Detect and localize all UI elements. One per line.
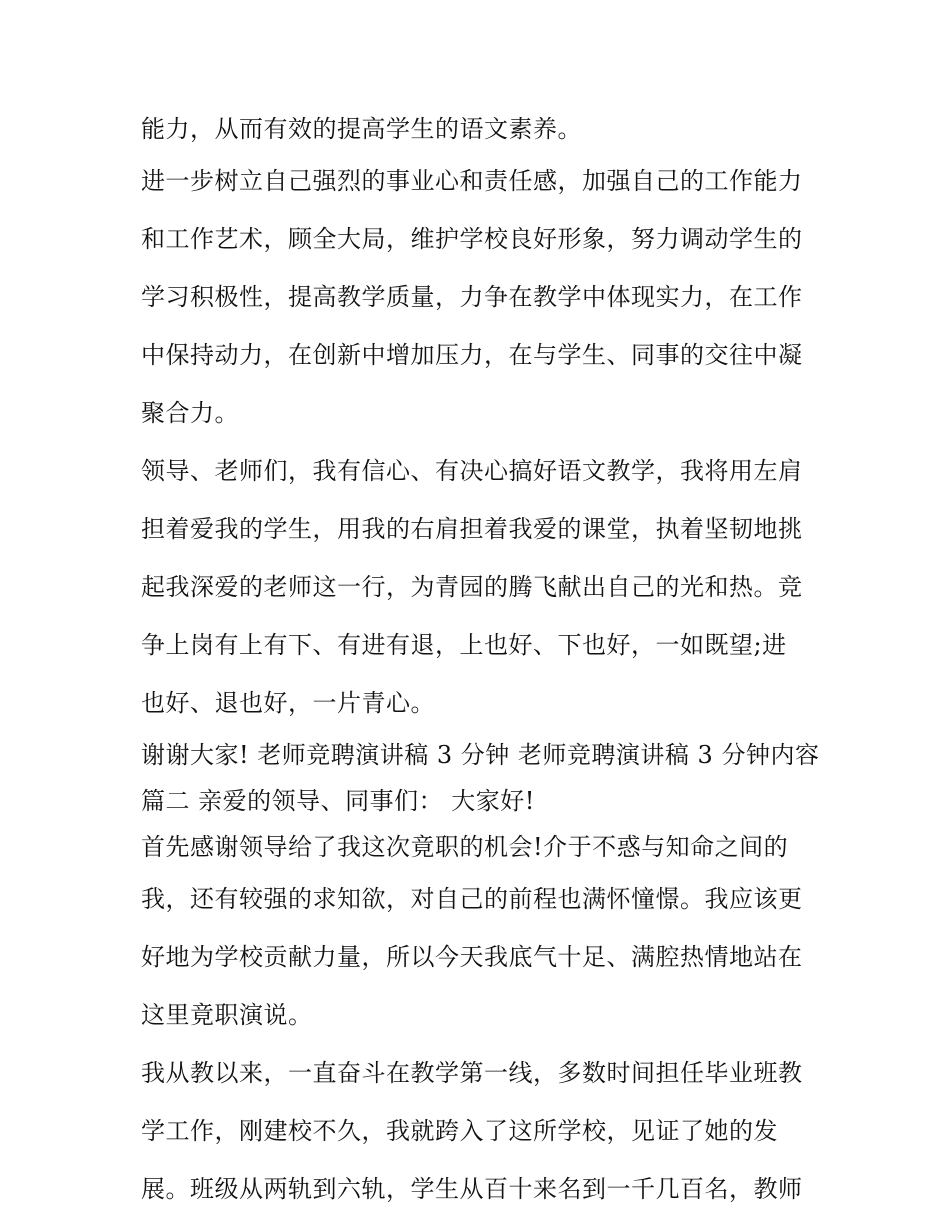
text-line: 首先感谢领导给了我这次竟职的机会!介于不惑与知命之间的	[141, 833, 789, 861]
text-line: 和工作艺术，顾全大局，维护学校良好形象，努力调动学生的	[141, 225, 803, 253]
text-line: 担着爱我的学生，用我的右肩担着我爱的课堂，执着坚韧地挑	[141, 515, 803, 543]
text-line: 中保持动力，在创新中增加压力，在与学生、同事的交往中凝	[141, 341, 803, 369]
text-line: 我，还有较强的求知欲，对自己的前程也满怀憧憬。我应该更	[141, 885, 803, 913]
text-line: 聚合力。	[141, 399, 239, 427]
text-line: 好地为学校贡献力量，所以今天我底气十足、满腔热情地站在	[141, 943, 803, 971]
document-body	[141, 106, 821, 1218]
text-line: 进一步树立自己强烈的事业心和责任感，加强自己的工作能力	[141, 167, 803, 195]
text-line: 谢谢大家! 老师竞聘演讲稿 3 分钟 老师竞聘演讲稿 3 分钟内容	[141, 741, 820, 769]
text-line: 篇二 亲爱的领导、同事们： 大家好!	[141, 787, 535, 815]
text-line: 展。班级从两轨到六轨，学生从百十来名到一千几百名，教师	[141, 1175, 803, 1203]
text-line: 学工作，刚建校不久，我就跨入了这所学校，见证了她的发	[141, 1117, 778, 1145]
text-line: 起我深爱的老师这一行，为青园的腾飞献出自己的光和热。竞	[141, 573, 803, 601]
text-line: 领导、老师们，我有信心、有决心搞好语文教学，我将用左肩	[141, 457, 803, 485]
text-line: 我从教以来，一直奋斗在教学第一线，多数时间担任毕业班教	[141, 1059, 803, 1087]
text-line: 也好、退也好，一片青心。	[141, 689, 435, 717]
text-line: 能力，从而有效的提高学生的语文素养。	[141, 115, 582, 143]
text-line: 这里竟职演说。	[141, 1001, 313, 1029]
text-line: 学习积极性，提高教学质量，力争在教学中体现实力，在工作	[141, 283, 803, 311]
text-line: 争上岗有上有下、有进有退，上也好、下也好，一如既望;进	[141, 631, 787, 659]
